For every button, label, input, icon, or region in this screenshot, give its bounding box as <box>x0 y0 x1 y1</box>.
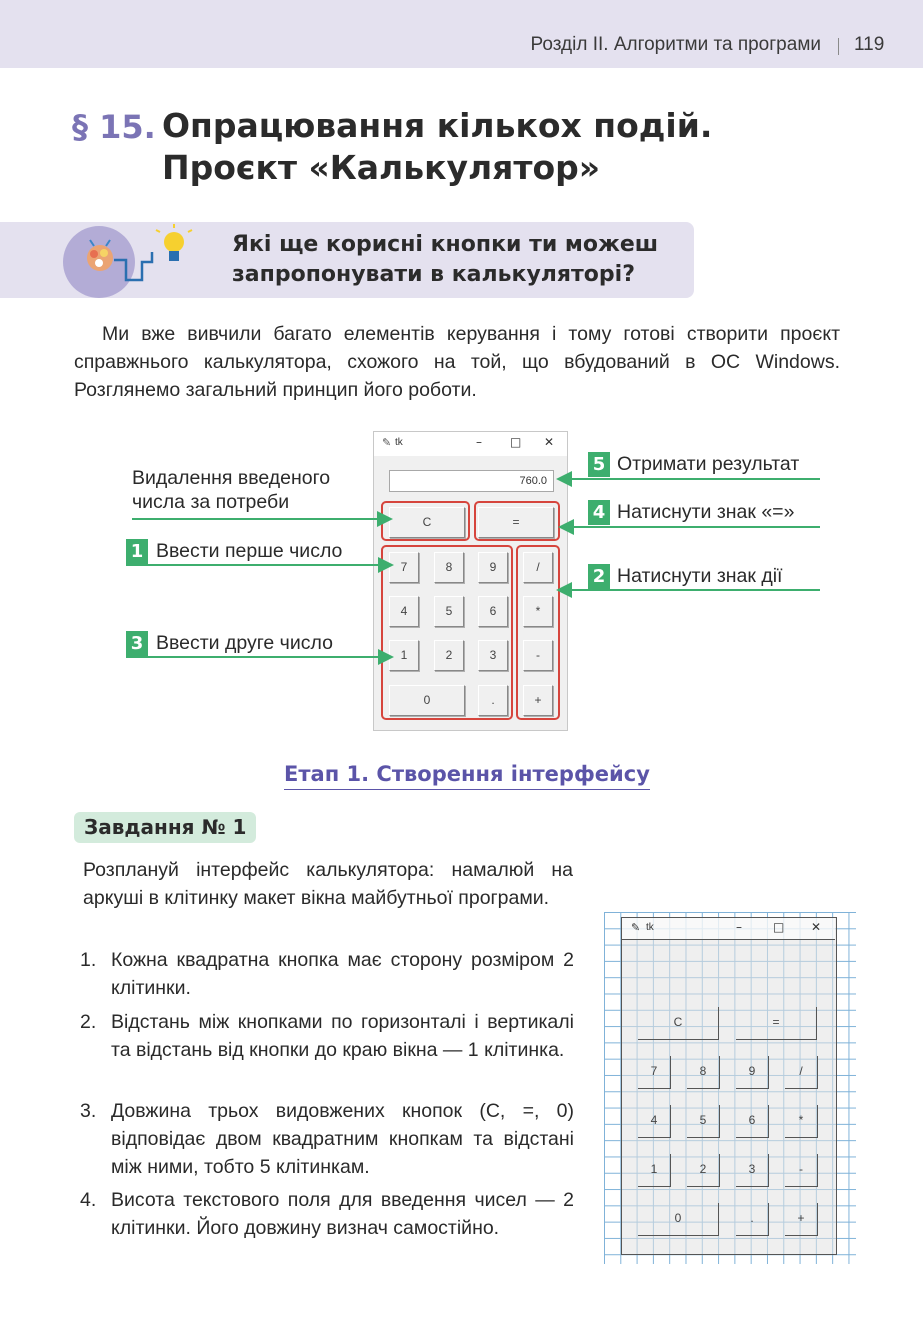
sketch-add: + <box>785 1203 818 1236</box>
step2-label: Натиснути знак дії <box>617 565 783 587</box>
digit-5-button[interactable]: 5 <box>434 596 464 627</box>
digit-0-button[interactable]: 0 <box>389 685 465 716</box>
sketch-digit-8: 8 <box>687 1056 720 1089</box>
step3-badge: 3 <box>126 631 148 656</box>
digit-6-button[interactable]: 6 <box>478 596 508 627</box>
window-title: tk <box>395 437 403 448</box>
sketch-titlebar <box>622 918 835 940</box>
add-button[interactable]: + <box>523 685 553 716</box>
sketch-digit-7: 7 <box>638 1056 671 1089</box>
calculator-display[interactable]: 760.0 <box>389 470 554 492</box>
digit-2-button[interactable]: 2 <box>434 640 464 671</box>
section-title: Розділ ІІ. Алгоритми та програми <box>530 34 821 55</box>
sketch-equals-button: = <box>736 1007 817 1040</box>
digit-9-button[interactable]: 9 <box>478 552 508 583</box>
sketch-digit-0: 0 <box>638 1203 719 1236</box>
list-text: Довжина трьох видовжених кнопок (C, =, 0) відповідає двом квадратним кнопкам та відстані між ними, тобто 5 клітинкам. <box>111 1100 574 1178</box>
digit-7-button[interactable]: 7 <box>389 552 419 583</box>
list-text: Кожна квадратна кнопка має сторону розміром 2 клітинки. <box>111 949 574 999</box>
task-description: Розплануй інтерфейс калькулятора: намалюй на аркуші в клітинку макет вікна майбутньої програми. <box>83 859 573 909</box>
list-text: Висота текстового поля для введення чисел — 2 клітинки. Його довжину визнач самостійно. <box>111 1189 574 1239</box>
page-title-line1: Опрацювання кількох подій. <box>162 106 713 145</box>
digit-1-button[interactable]: 1 <box>389 640 419 671</box>
clear-button[interactable]: C <box>389 507 465 538</box>
sketch-digit-9: 9 <box>736 1056 769 1089</box>
question-line2: запропонувати в калькуляторі? <box>232 262 635 287</box>
sketch-digit-6: 6 <box>736 1105 769 1138</box>
step3-label: Ввести друге число <box>156 632 333 654</box>
stage-heading: Етап 1. Створення інтерфейсу <box>284 762 650 790</box>
equals-button[interactable]: = <box>478 507 554 538</box>
decimal-point-button[interactable]: . <box>478 685 508 716</box>
step4-badge: 4 <box>588 500 610 525</box>
list-number: 1. <box>80 949 97 971</box>
feather-icon: ✎ <box>382 436 392 449</box>
list-number: 4. <box>80 1189 97 1211</box>
sketch-close-icon: ✕ <box>811 920 822 934</box>
page-number: 119 <box>854 34 885 55</box>
page-title-line2: Проєкт «Калькулятор» <box>162 148 601 187</box>
sketch-digit-5: 5 <box>687 1105 720 1138</box>
delete-label-line1: Видалення введеного <box>132 467 331 489</box>
list-text: Відстань між кнопками по горизонталі і вертикалі та відстань від кнопки до краю вікна — 1 клітинка. <box>111 1011 574 1061</box>
task-label: Завдання № 1 <box>74 812 256 843</box>
step5-label: Отримати результат <box>617 453 800 475</box>
multiply-button[interactable]: * <box>523 596 553 627</box>
list-number: 3. <box>80 1100 97 1122</box>
step2-badge: 2 <box>588 564 610 589</box>
sketch-minimize-icon: – <box>736 920 742 934</box>
section-number: § 15. <box>72 108 156 146</box>
digit-4-button[interactable]: 4 <box>389 596 419 627</box>
sketch-multiply: * <box>785 1105 818 1138</box>
sketch-decimal: . <box>736 1203 769 1236</box>
digit-3-button[interactable]: 3 <box>478 640 508 671</box>
maximize-button[interactable]: □ <box>510 435 522 449</box>
sketch-digit-2: 2 <box>687 1154 720 1187</box>
minimize-button[interactable]: – <box>476 435 482 449</box>
feather-icon: ✎ <box>631 921 641 934</box>
sketch-window <box>621 917 837 1255</box>
close-button[interactable]: ✕ <box>544 435 555 449</box>
step1-label: Ввести перше число <box>156 540 343 562</box>
intro-paragraph: Ми вже вивчили багато елементів керування і тому готові створити проєкт справжнього калькулятора, схожого на той, що вбудований в ОС Windows. Розглянемо загальний принцип його роботи. <box>74 323 840 401</box>
step5-badge: 5 <box>588 452 610 477</box>
step1-badge: 1 <box>126 539 148 564</box>
subtract-button[interactable]: - <box>523 640 553 671</box>
step4-label: Натиснути знак «=» <box>617 501 795 523</box>
sketch-subtract: - <box>785 1154 818 1187</box>
sketch-clear-button: C <box>638 1007 719 1040</box>
sketch-window-title: tk <box>646 922 654 933</box>
sketch-divide: / <box>785 1056 818 1089</box>
divide-button[interactable]: / <box>523 552 553 583</box>
question-line1: Які ще корисні кнопки ти можеш <box>232 232 659 257</box>
sketch-digit-4: 4 <box>638 1105 671 1138</box>
sketch-maximize-icon: □ <box>773 920 785 934</box>
sketch-digit-1: 1 <box>638 1154 671 1187</box>
sketch-digit-3: 3 <box>736 1154 769 1187</box>
digit-8-button[interactable]: 8 <box>434 552 464 583</box>
delete-label-line2: числа за потреби <box>132 491 290 513</box>
list-number: 2. <box>80 1011 97 1033</box>
